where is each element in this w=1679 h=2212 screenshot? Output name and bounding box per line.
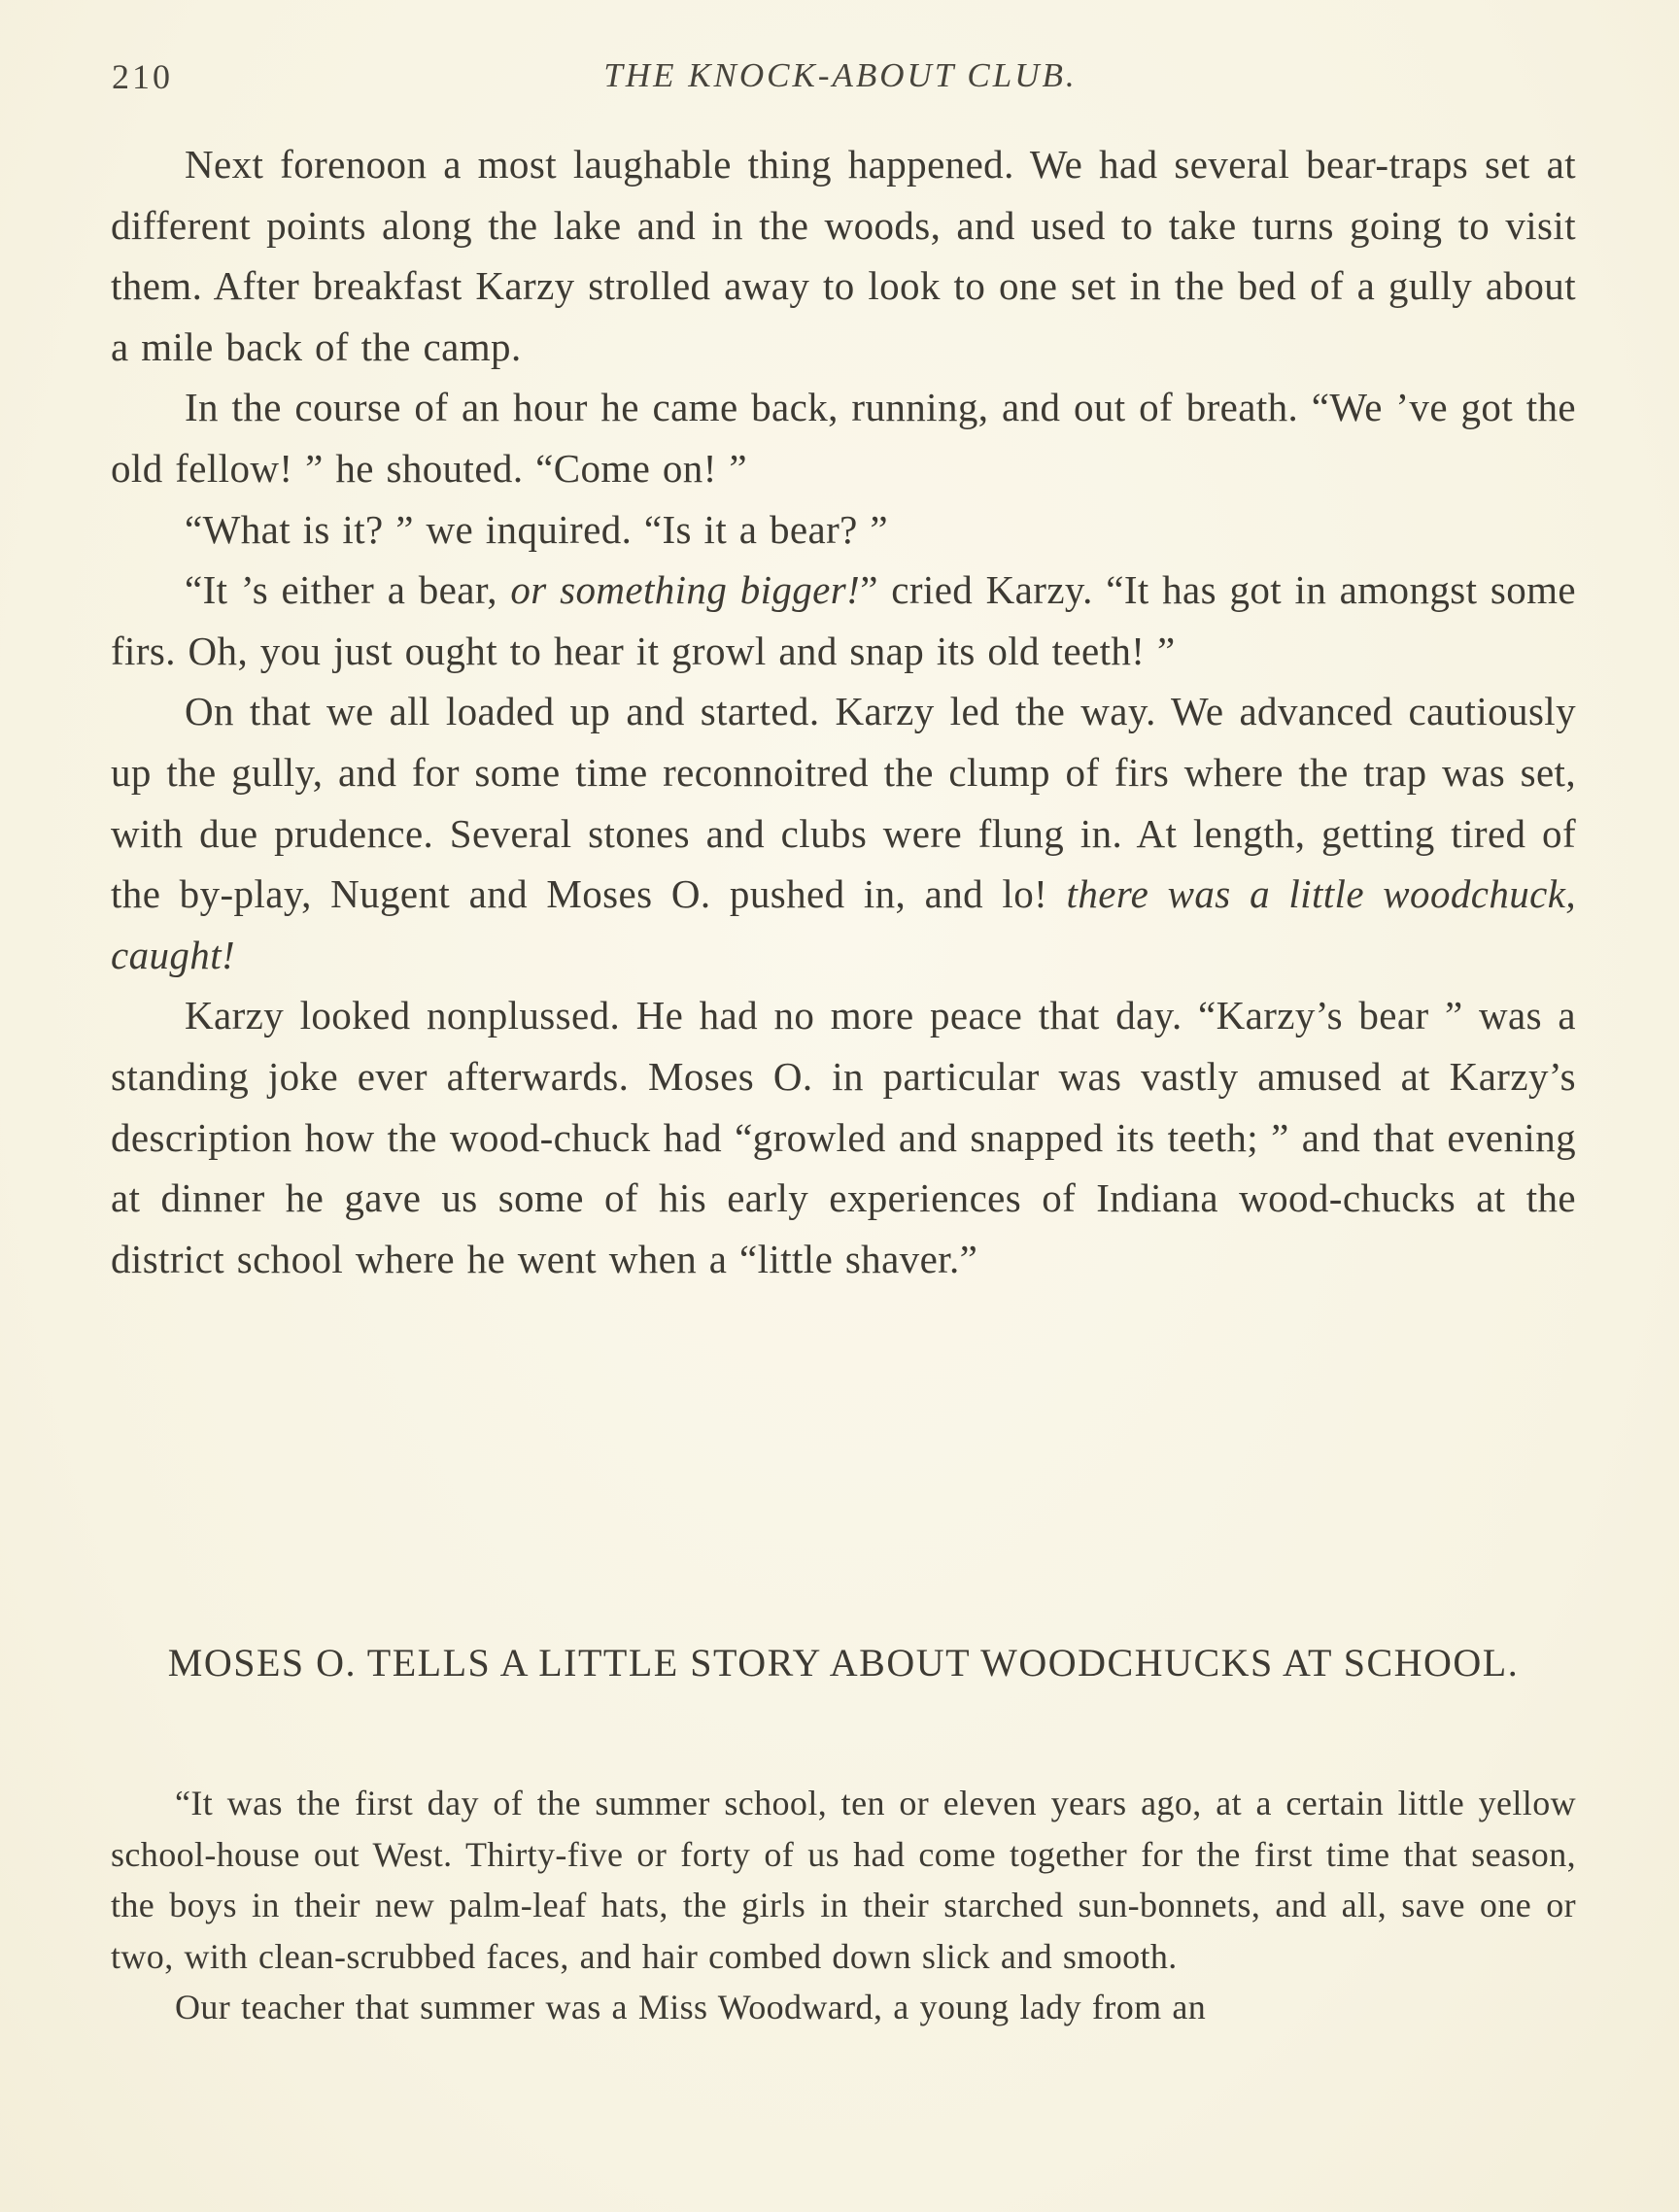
running-head — [112, 56, 1569, 105]
paragraph — [111, 681, 1576, 985]
paragraph: In the course of an hour he came back, running, and out of breath. “We ’ve got the old fellow! ” he shouted. “Come on! ” — [111, 385, 1576, 491]
italic-text: there was a little woodchuck, caught! — [111, 871, 1576, 977]
italic-text: or something bigger! — [510, 567, 861, 613]
paragraph: “It was the first day of the summer school, ten or eleven years ago, at a certain little yellow school-house out West. Thirty-five or forty of us had come together for the first time that season, the boys in their new palm-leaf hats, the girls in their starched sun-bonnets, and all, save one or two, with clean-scrubbed faces, and hair combed down slick and smooth. — [111, 1784, 1576, 1976]
paragraph — [111, 560, 1576, 681]
running-title: THE KNOCK-ABOUT CLUB. — [603, 56, 1078, 94]
paragraph: “What is it? ” we inquired. “Is it a bear? ” — [185, 506, 889, 552]
body-text — [111, 134, 1576, 1289]
paragraph-text: On that we all loaded up and started. Karzy led the way. We advanced cautiously up the gully, and for some time reconnoitred the clump of firs where the trap was set, with due prudence. Several stones and clubs were flung in. At length, getting tired of the by-play, Nugent and Moses O. pushed in, and lo! — [111, 689, 1576, 917]
paragraph: Karzy looked nonplussed. He had no more peace that day. “Karzy’s bear ” was a standing joke ever afterwards. Moses O. in particular was vastly amused at Karzy’s description how the wood-chuck had “growled and snapped its teeth; ” and that evening at dinner he gave us some of his early experiences of Indiana wood-chucks at the district school where he went when a “little shaver.” — [111, 993, 1576, 1281]
paragraph: Next forenoon a most laughable thing happened. We had several bear-traps set at different points along the lake and in the woods, and used to take turns going to visit them. After breakfast Karzy strolled away to look to one set in the bed of a gully about a mile back of the camp. — [111, 142, 1576, 369]
story-text — [111, 1778, 1576, 2033]
paragraph: Our teacher that summer was a Miss Woodward, a young lady from an — [175, 1988, 1207, 2027]
page-number: 210 — [112, 57, 173, 96]
section-heading: MOSES O. TELLS A LITTLE STORY ABOUT WOODCHUCKS AT SCHOOL. — [167, 1641, 1520, 1685]
paragraph-text: ” cried Karzy. “It has got in amongst some firs. Oh, you just ought to hear it growl and snap its old teeth! ” — [111, 567, 1577, 673]
paragraph-text: “It ’s either a bear, — [185, 567, 511, 613]
